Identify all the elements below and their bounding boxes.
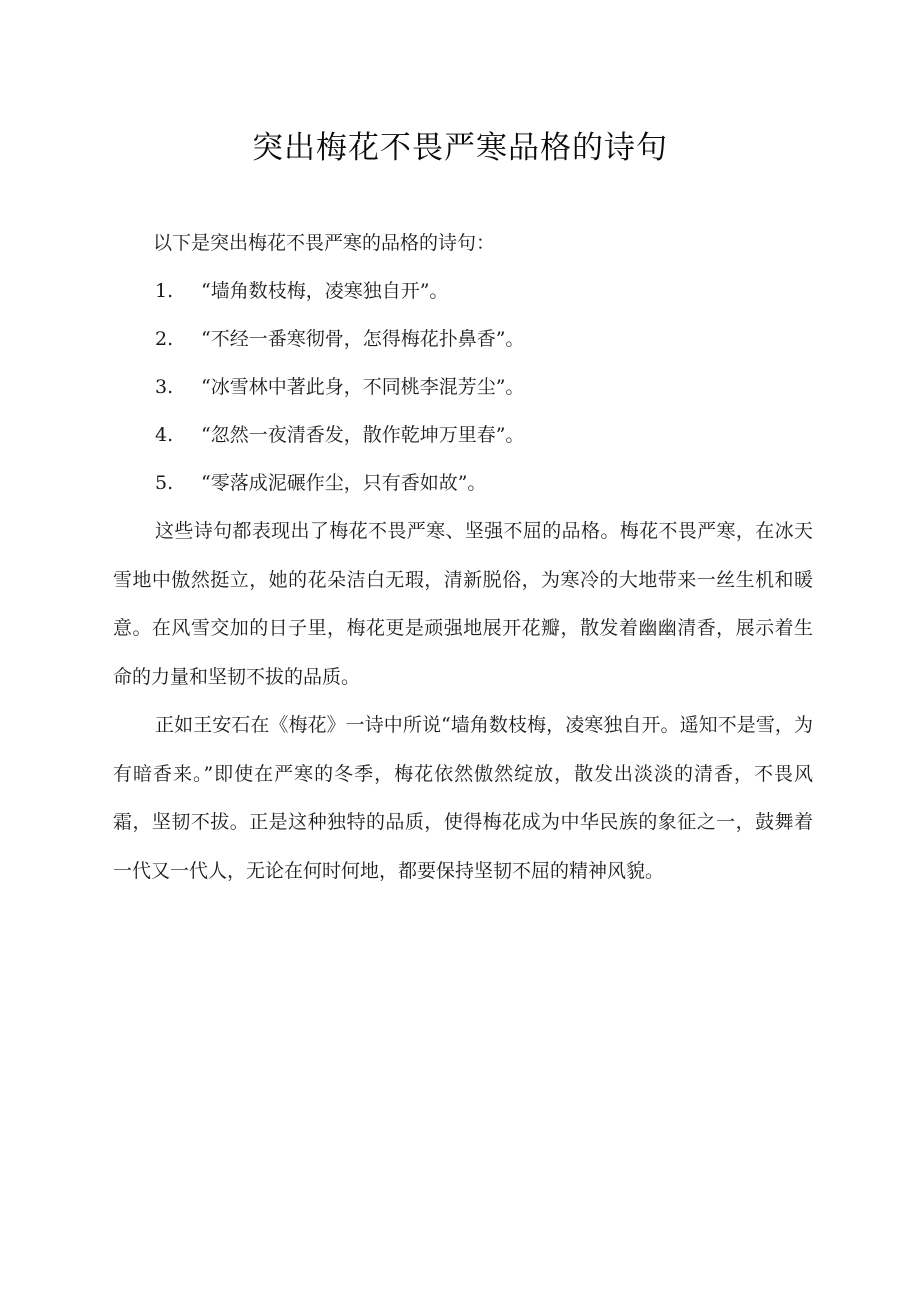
body-paragraph-1: 这些诗句都表现出了梅花不畏严寒、坚强不屈的品格。梅花不畏严寒，在冰天雪地中傲然挺立，她的花朵洁白无瑕，清新脱俗，为寒冷的大地带来一丝生机和暖意。在风雪交加的日子里，梅花更是顽强地展开花瓣，散发着幽幽清香，展示着生命的力量和坚韧不拔的品质。 [113,520,813,688]
poem-item [113,459,813,507]
poem-text: “不经一番寒彻骨，怎得梅花扑鼻香”。 [201,328,525,350]
poem-number: 4. [155,424,174,446]
poem-item [113,315,813,363]
intro-line: 以下是突出梅花不畏严寒的品格的诗句： [153,232,496,254]
poem-item [113,267,813,315]
document-body [113,219,813,895]
poem-text: “零落成泥碾作尘，只有香如故”。 [201,472,487,494]
poem-number: 1. [155,280,174,302]
poem-list [113,267,813,507]
poem-number: 3. [155,376,174,398]
body-paragraph-2: 正如王安石在《梅花》一诗中所说“墙角数枝梅，凌寒独自开。遥知不是雪，为有暗香来。”即使在严寒的冬季，梅花依然傲然绽放，散发出淡淡的清香，不畏风霜，坚韧不拔。正是这种独特的品质，使得梅花成为中华民族的象征之一，鼓舞着一代又一代人，无论在何时何地，都要保持坚韧不屈的精神风貌。 [113,714,813,882]
poem-text: “墙角数枝梅，凌寒独自开”。 [201,280,449,302]
poem-number: 5. [155,472,174,494]
poem-text: “忽然一夜清香发，散作乾坤万里春”。 [201,424,525,446]
poem-text: “冰雪林中著此身，不同桃李混芳尘”。 [201,376,525,398]
document-title: 突出梅花不畏严寒品格的诗句 [252,130,668,166]
poem-item [113,411,813,459]
poem-number: 2. [155,328,174,350]
poem-item [113,363,813,411]
